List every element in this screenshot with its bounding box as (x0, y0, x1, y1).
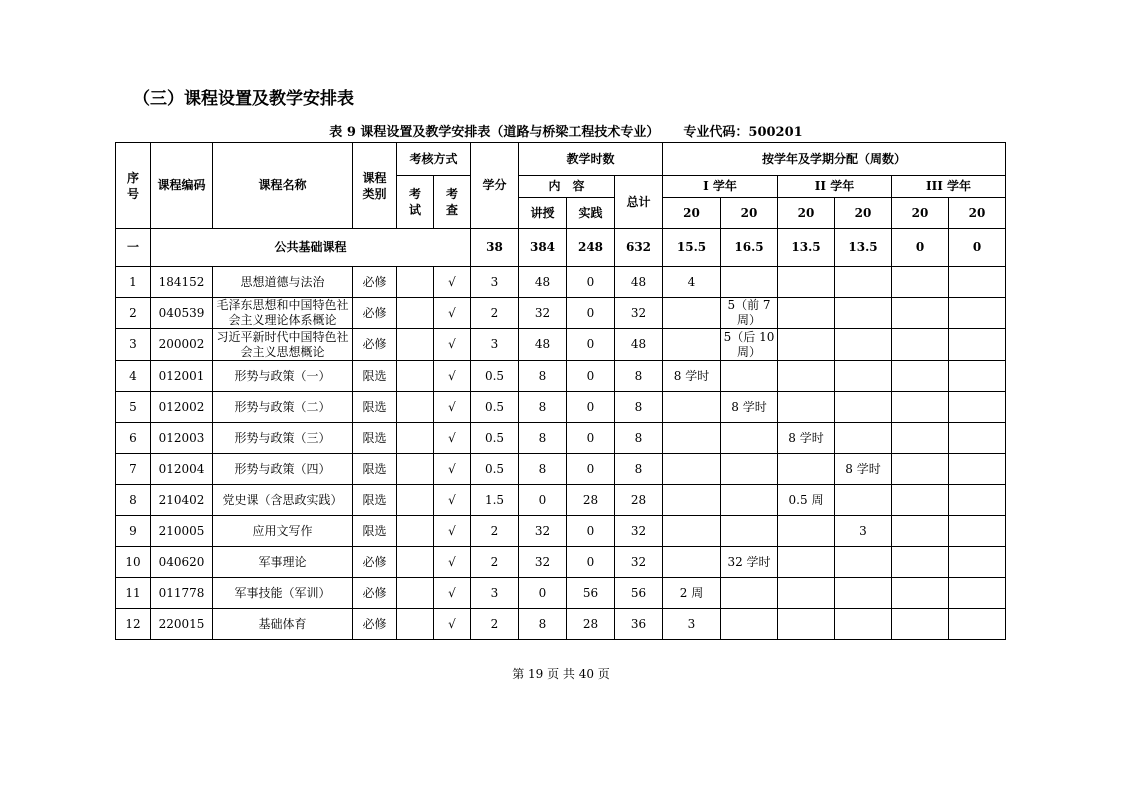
course-name: 党史课（含思政实践） (213, 485, 353, 516)
table-row (116, 392, 1006, 423)
header-practice: 实践 (567, 198, 615, 229)
header-week-1: 20 (663, 198, 721, 229)
course-code: 210402 (151, 485, 213, 516)
term-1-value: 8 学时 (663, 361, 721, 392)
header-year3: III 学年 (892, 176, 1006, 198)
check-mark: √ (434, 547, 471, 578)
course-credit: 2 (471, 609, 519, 640)
term-5-value (892, 298, 949, 329)
course-credit: 2 (471, 516, 519, 547)
term-6-value (949, 298, 1006, 329)
course-type: 必修 (353, 267, 397, 298)
term-6-value (949, 423, 1006, 454)
check-mark: √ (434, 392, 471, 423)
lecture-hours: 0 (519, 485, 567, 516)
course-type: 限选 (353, 485, 397, 516)
exam-mark (397, 547, 434, 578)
term-5-value (892, 454, 949, 485)
practice-hours: 0 (567, 423, 615, 454)
table-row (116, 423, 1006, 454)
term-4-value (835, 298, 892, 329)
term-2-value (721, 609, 778, 640)
lecture-hours: 0 (519, 578, 567, 609)
term-4-value: 8 学时 (835, 454, 892, 485)
total-hours: 48 (615, 267, 663, 298)
exam-mark (397, 392, 434, 423)
course-name: 思想道德与法治 (213, 267, 353, 298)
course-seq: 11 (116, 578, 151, 609)
course-seq: 7 (116, 454, 151, 485)
term-4-value (835, 423, 892, 454)
header-week-3: 20 (778, 198, 835, 229)
header-week-6: 20 (949, 198, 1006, 229)
table-row (116, 516, 1006, 547)
total-hours: 48 (615, 329, 663, 361)
check-mark: √ (434, 578, 471, 609)
term-5-value (892, 423, 949, 454)
course-type: 必修 (353, 609, 397, 640)
total-hours: 8 (615, 423, 663, 454)
table-row (116, 485, 1006, 516)
lecture-hours: 32 (519, 547, 567, 578)
course-name: 形势与政策（二） (213, 392, 353, 423)
term-2-value (721, 516, 778, 547)
practice-hours: 28 (567, 609, 615, 640)
category-term-3: 13.5 (778, 229, 835, 267)
header-name: 课程名称 (213, 143, 353, 229)
term-1-value (663, 454, 721, 485)
practice-hours: 0 (567, 298, 615, 329)
term-5-value (892, 267, 949, 298)
header-year2: II 学年 (778, 176, 892, 198)
header-check: 考查 (434, 176, 471, 229)
course-seq: 1 (116, 267, 151, 298)
course-seq: 6 (116, 423, 151, 454)
total-hours: 32 (615, 298, 663, 329)
category-practice: 248 (567, 229, 615, 267)
term-1-value (663, 423, 721, 454)
check-mark: √ (434, 267, 471, 298)
term-2-value: 5（后 10 周） (721, 329, 778, 361)
course-code: 011778 (151, 578, 213, 609)
total-hours: 32 (615, 547, 663, 578)
course-type: 限选 (353, 454, 397, 485)
term-6-value (949, 392, 1006, 423)
header-content: 内 容 (519, 176, 615, 198)
term-5-value (892, 485, 949, 516)
term-1-value (663, 329, 721, 361)
course-name: 习近平新时代中国特色社会主义思想概论 (213, 329, 353, 361)
course-code: 220015 (151, 609, 213, 640)
course-code: 040539 (151, 298, 213, 329)
course-code: 184152 (151, 267, 213, 298)
term-3-value (778, 609, 835, 640)
course-type: 限选 (353, 361, 397, 392)
total-hours: 32 (615, 516, 663, 547)
term-4-value (835, 609, 892, 640)
check-mark: √ (434, 454, 471, 485)
category-name: 公共基础课程 (151, 229, 471, 267)
check-mark: √ (434, 423, 471, 454)
category-term-6: 0 (949, 229, 1006, 267)
exam-mark (397, 361, 434, 392)
course-type: 必修 (353, 298, 397, 329)
header-credit: 学分 (471, 143, 519, 229)
total-hours: 56 (615, 578, 663, 609)
course-type: 限选 (353, 392, 397, 423)
table-row (116, 329, 1006, 361)
table-body (116, 143, 1006, 640)
course-seq: 12 (116, 609, 151, 640)
header-exam: 考试 (397, 176, 434, 229)
term-4-value (835, 485, 892, 516)
course-type: 必修 (353, 578, 397, 609)
term-6-value (949, 361, 1006, 392)
term-5-value (892, 547, 949, 578)
term-6-value (949, 609, 1006, 640)
practice-hours: 0 (567, 547, 615, 578)
table-row (116, 298, 1006, 329)
term-4-value (835, 329, 892, 361)
term-2-value (721, 267, 778, 298)
exam-mark (397, 329, 434, 361)
check-mark: √ (434, 361, 471, 392)
term-4-value: 3 (835, 516, 892, 547)
term-5-value (892, 361, 949, 392)
header-year1: I 学年 (663, 176, 778, 198)
header-lecture: 讲授 (519, 198, 567, 229)
exam-mark (397, 298, 434, 329)
table-caption (0, 121, 1122, 140)
term-5-value (892, 516, 949, 547)
lecture-hours: 8 (519, 454, 567, 485)
header-row-1 (116, 143, 1006, 176)
term-4-value (835, 361, 892, 392)
header-code: 课程编码 (151, 143, 213, 229)
course-name: 军事技能（军训） (213, 578, 353, 609)
header-assessment: 考核方式 (397, 143, 471, 176)
term-6-value (949, 267, 1006, 298)
practice-hours: 0 (567, 516, 615, 547)
course-type: 限选 (353, 423, 397, 454)
course-credit: 0.5 (471, 423, 519, 454)
course-code: 210005 (151, 516, 213, 547)
course-name: 毛泽东思想和中国特色社会主义理论体系概论 (213, 298, 353, 329)
table-row (116, 267, 1006, 298)
course-type: 限选 (353, 516, 397, 547)
exam-mark (397, 485, 434, 516)
course-code: 200002 (151, 329, 213, 361)
category-term-5: 0 (892, 229, 949, 267)
term-2-value: 5（前 7 周） (721, 298, 778, 329)
header-seq: 序号 (116, 143, 151, 229)
practice-hours: 0 (567, 361, 615, 392)
practice-hours: 0 (567, 267, 615, 298)
course-seq: 9 (116, 516, 151, 547)
practice-hours: 28 (567, 485, 615, 516)
total-hours: 28 (615, 485, 663, 516)
lecture-hours: 32 (519, 516, 567, 547)
term-3-value (778, 361, 835, 392)
course-credit: 0.5 (471, 454, 519, 485)
header-type: 课程类别 (353, 143, 397, 229)
exam-mark (397, 578, 434, 609)
course-name: 军事理论 (213, 547, 353, 578)
term-1-value (663, 516, 721, 547)
term-3-value: 0.5 周 (778, 485, 835, 516)
lecture-hours: 32 (519, 298, 567, 329)
total-hours: 8 (615, 392, 663, 423)
term-1-value: 2 周 (663, 578, 721, 609)
header-distribution: 按学年及学期分配（周数） (663, 143, 1006, 176)
lecture-hours: 48 (519, 329, 567, 361)
lecture-hours: 8 (519, 423, 567, 454)
course-credit: 0.5 (471, 361, 519, 392)
course-credit: 3 (471, 267, 519, 298)
practice-hours: 0 (567, 392, 615, 423)
course-seq: 4 (116, 361, 151, 392)
term-3-value (778, 392, 835, 423)
exam-mark (397, 267, 434, 298)
exam-mark (397, 516, 434, 547)
course-type: 必修 (353, 547, 397, 578)
term-3-value: 8 学时 (778, 423, 835, 454)
page-number: 第 19 页 共 40 页 (512, 667, 610, 681)
practice-hours: 0 (567, 329, 615, 361)
category-lecture: 384 (519, 229, 567, 267)
course-name: 应用文写作 (213, 516, 353, 547)
term-4-value (835, 392, 892, 423)
term-4-value (835, 578, 892, 609)
term-5-value (892, 329, 949, 361)
table-row (116, 578, 1006, 609)
term-1-value: 3 (663, 609, 721, 640)
course-credit: 0.5 (471, 392, 519, 423)
table-row (116, 454, 1006, 485)
check-mark: √ (434, 298, 471, 329)
term-5-value (892, 392, 949, 423)
course-seq: 5 (116, 392, 151, 423)
term-1-value (663, 485, 721, 516)
term-6-value (949, 454, 1006, 485)
term-3-value (778, 267, 835, 298)
term-2-value: 32 学时 (721, 547, 778, 578)
lecture-hours: 48 (519, 267, 567, 298)
exam-mark (397, 609, 434, 640)
term-6-value (949, 485, 1006, 516)
lecture-hours: 8 (519, 609, 567, 640)
header-hours: 教学时数 (519, 143, 663, 176)
term-2-value (721, 485, 778, 516)
term-3-value (778, 454, 835, 485)
course-credit: 3 (471, 578, 519, 609)
category-row (116, 229, 1006, 267)
term-2-value (721, 423, 778, 454)
course-name: 形势与政策（三） (213, 423, 353, 454)
term-6-value (949, 547, 1006, 578)
lecture-hours: 8 (519, 392, 567, 423)
total-hours: 8 (615, 361, 663, 392)
header-total: 总计 (615, 176, 663, 229)
check-mark: √ (434, 485, 471, 516)
section-title: （三）课程设置及教学安排表 (133, 89, 354, 109)
course-code: 040620 (151, 547, 213, 578)
term-3-value (778, 578, 835, 609)
check-mark: √ (434, 329, 471, 361)
term-1-value (663, 392, 721, 423)
term-3-value (778, 298, 835, 329)
practice-hours: 0 (567, 454, 615, 485)
term-1-value: 4 (663, 267, 721, 298)
term-2-value: 8 学时 (721, 392, 778, 423)
term-6-value (949, 516, 1006, 547)
course-credit: 2 (471, 547, 519, 578)
category-term-2: 16.5 (721, 229, 778, 267)
term-4-value (835, 267, 892, 298)
exam-mark (397, 454, 434, 485)
category-seq: 一 (116, 229, 151, 267)
term-4-value (835, 547, 892, 578)
course-code: 012004 (151, 454, 213, 485)
course-type: 必修 (353, 329, 397, 361)
course-code: 012001 (151, 361, 213, 392)
term-3-value (778, 516, 835, 547)
course-name: 形势与政策（四） (213, 454, 353, 485)
course-credit: 1.5 (471, 485, 519, 516)
total-hours: 8 (615, 454, 663, 485)
lecture-hours: 8 (519, 361, 567, 392)
exam-mark (397, 423, 434, 454)
category-credit: 38 (471, 229, 519, 267)
category-total: 632 (615, 229, 663, 267)
total-hours: 36 (615, 609, 663, 640)
term-5-value (892, 578, 949, 609)
check-mark: √ (434, 516, 471, 547)
term-1-value (663, 298, 721, 329)
term-2-value (721, 361, 778, 392)
course-name: 基础体育 (213, 609, 353, 640)
course-credit: 3 (471, 329, 519, 361)
course-schedule-table (115, 142, 1006, 640)
term-2-value (721, 578, 778, 609)
course-seq: 10 (116, 547, 151, 578)
table-row (116, 547, 1006, 578)
term-3-value (778, 547, 835, 578)
course-seq: 2 (116, 298, 151, 329)
term-6-value (949, 578, 1006, 609)
course-code: 012002 (151, 392, 213, 423)
term-2-value (721, 454, 778, 485)
category-term-1: 15.5 (663, 229, 721, 267)
table-row (116, 361, 1006, 392)
course-name: 形势与政策（一） (213, 361, 353, 392)
table-row (116, 609, 1006, 640)
course-seq: 3 (116, 329, 151, 361)
practice-hours: 56 (567, 578, 615, 609)
header-week-4: 20 (835, 198, 892, 229)
term-5-value (892, 609, 949, 640)
table-caption-title: 表 9 课程设置及教学安排表（道路与桥梁工程技术专业） (329, 125, 660, 140)
major-code: 专业代码：500201 (683, 125, 803, 140)
header-week-2: 20 (721, 198, 778, 229)
term-6-value (949, 329, 1006, 361)
check-mark: √ (434, 609, 471, 640)
term-1-value (663, 547, 721, 578)
course-credit: 2 (471, 298, 519, 329)
course-code: 012003 (151, 423, 213, 454)
course-seq: 8 (116, 485, 151, 516)
term-3-value (778, 329, 835, 361)
category-term-4: 13.5 (835, 229, 892, 267)
header-week-5: 20 (892, 198, 949, 229)
